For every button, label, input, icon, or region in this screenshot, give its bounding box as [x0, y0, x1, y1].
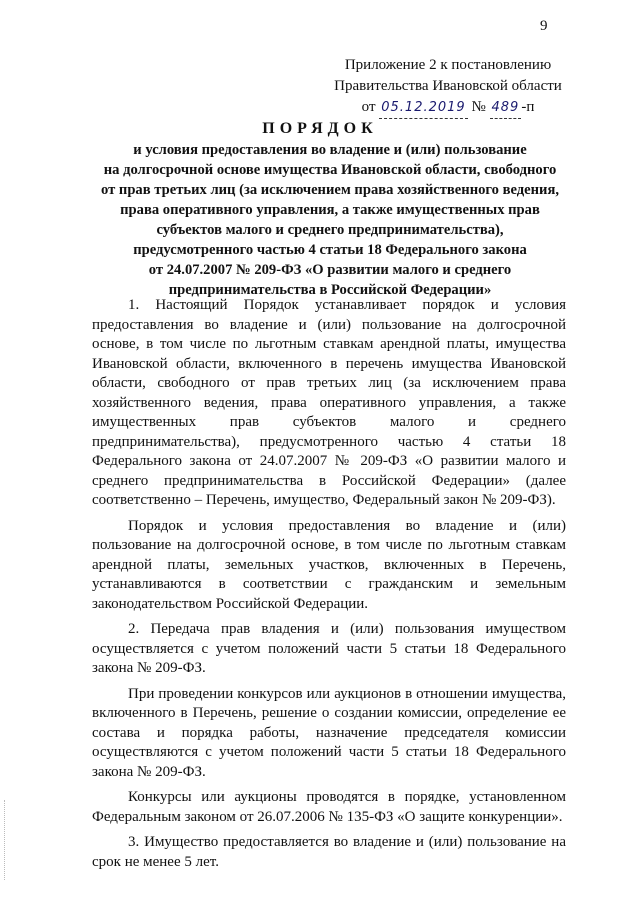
header-date-line [318, 97, 578, 119]
subtitle-line: субъектов малого и среднего предпринимательства), [156, 222, 504, 238]
subtitle-line: на долгосрочной основе имущества Ивановской области, свободного [103, 162, 557, 178]
handwritten-number: 489 [490, 97, 522, 119]
paragraph: При проведении конкурсов или аукционов в отношении имущества, включенного в Перечень, решение о создании комиссии, определение ее состава и порядка работы, назначение председателя комиссии осуществляются с учетом положений части 5 статьи 18 Федерального закона № 209-ФЗ. [92, 685, 566, 780]
subtitle-line: права оперативного управления, а также имущественных прав [120, 202, 540, 218]
number-suffix: -п [521, 99, 535, 115]
number-sign: № [471, 99, 486, 115]
header-line-1: Приложение 2 к постановлению [344, 57, 552, 73]
page-number: 9 [540, 18, 548, 34]
paragraph: 1. Настоящий Порядок устанавливает порядок и условия предоставления во владение и (или) пользование на долгосрочной основе, в том числе по льготным ставкам арендной платы, имущества Ивановской области, включенного в перечень имущества Ивановской области, свободного от прав третьих лиц (за исключением права хозяйственного ведения, права оперативного управления, а также имущественных прав субъектов малого и среднего предпринимательства), предусмотренного частью 4 статьи 18 Федерального закона от 24.07.2007 № 209-ФЗ «О развитии малого и среднего предпринимательства в Российской Федерации» (далее соответственно – Перечень, имущество, Федеральный закон № 209-ФЗ). [92, 297, 566, 508]
subtitle-line: предпринимательства в Российской Федерации» [168, 282, 492, 298]
paragraph: 3. Имущество предоставляется во владение и (или) пользование на срок не менее 5 лет. [92, 834, 566, 870]
subtitle-line: предусмотренного частью 4 статьи 18 Федерального закона [133, 242, 527, 258]
document-body [92, 296, 566, 878]
document-title: ПОРЯДОК [262, 120, 378, 137]
document-header [318, 55, 578, 119]
paragraph: 2. Передача прав владения и (или) пользования имуществом осуществляется с учетом положений части 5 статьи 18 Федерального закона № 209-ФЗ. [92, 621, 566, 676]
date-prefix: от [361, 99, 376, 115]
margin-scan-marks [4, 800, 9, 880]
subtitle-line: от 24.07.2007 № 209-ФЗ «О развитии малого и среднего [148, 262, 512, 278]
paragraph: Конкурсы или аукционы проводятся в порядке, установленном Федеральным законом от 26.07.2006 № 135-ФЗ «О защите конкуренции». [92, 789, 566, 825]
paragraph: Порядок и условия предоставления во владение и (или) пользование на долгосрочной основе, в том числе по льготным ставкам арендной платы, земельных участков, включенных в Перечень, устанавливаются в соответствии с гражданским и земельным законодательством Российской Федерации. [92, 517, 566, 612]
handwritten-date: 05.12.2019 [379, 97, 467, 119]
header-line-2: Правительства Ивановской области [334, 78, 562, 94]
subtitle-line: и условия предоставления во владение и (или) пользование [133, 142, 527, 158]
subtitle-line: от прав третьих лиц (за исключением права хозяйственного ведения, [100, 182, 559, 198]
document-subtitle [80, 140, 580, 300]
